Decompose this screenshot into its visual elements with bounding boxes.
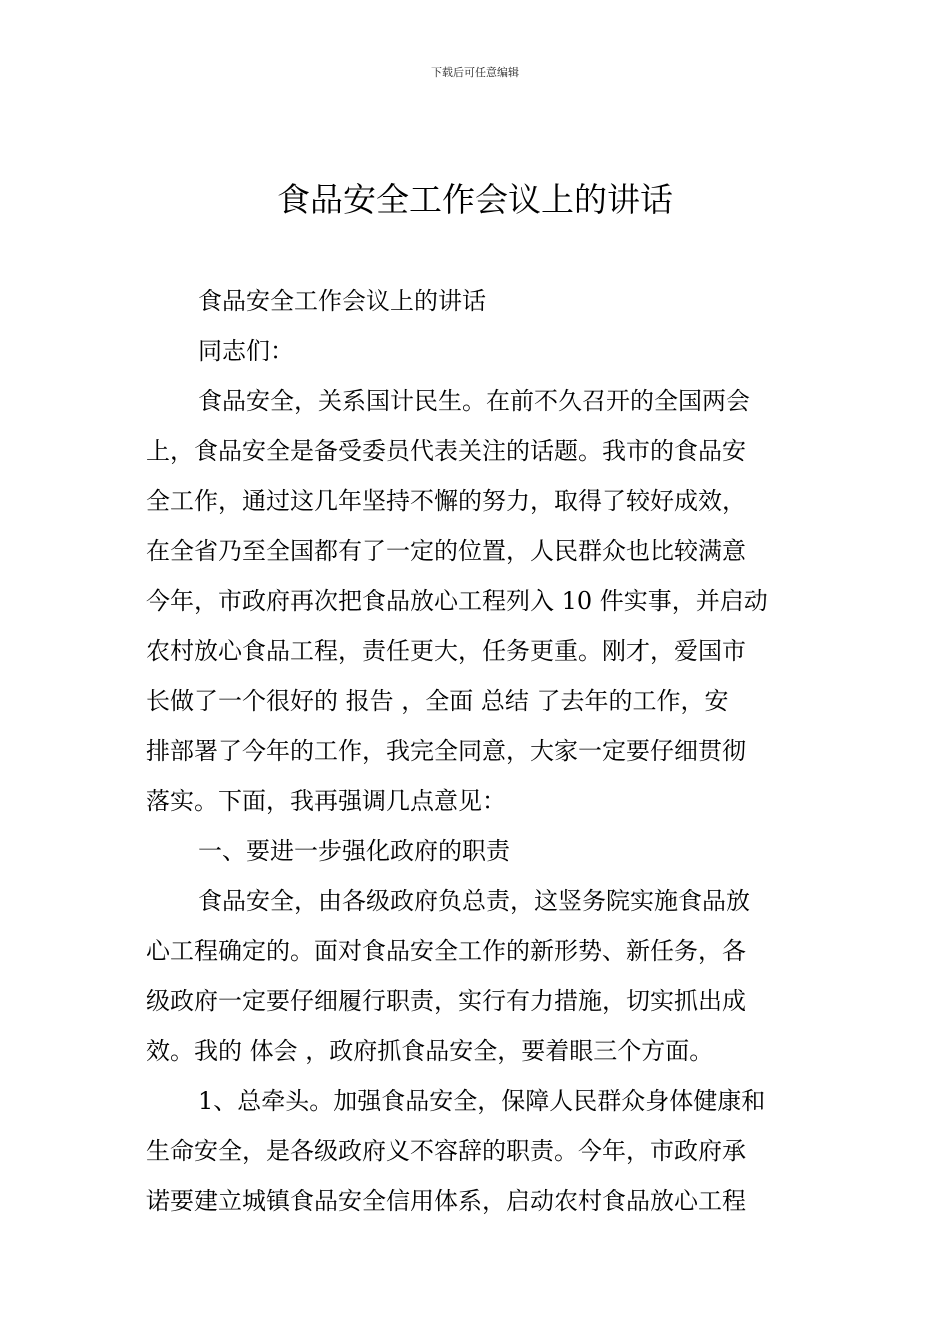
body-line: 心工程确定的。面对食品安全工作的新形势、新任务，各 bbox=[146, 937, 746, 965]
body-line: 排部署了今年的工作，我完全同意，大家一定要仔细贯彻 bbox=[146, 737, 746, 765]
body-line: 上，食品安全是备受委员代表关注的话题。我市的食品安 bbox=[146, 437, 746, 465]
body-line: 食品安全，关系国计民生。在前不久召开的全国两会 bbox=[198, 387, 750, 415]
body-line: 落实。下面，我再强调几点意见： bbox=[146, 787, 506, 815]
body-line: 级政府一定要仔细履行职责，实行有力措施，切实抓出成 bbox=[146, 987, 746, 1015]
body-line: 食品安全工作会议上的讲话 bbox=[198, 287, 486, 315]
body-line: 在全省乃至全国都有了一定的位置，人民群众也比较满意 bbox=[146, 537, 746, 565]
body-text bbox=[146, 276, 806, 1226]
body-line: 今年，市政府再次把食品放心工程列入 10 件实事，并启动 bbox=[146, 587, 768, 615]
body-line: 效。我的 体会 ，政府抓食品安全，要着眼三个方面。 bbox=[146, 1037, 714, 1065]
body-line: 诺要建立城镇食品安全信用体系，启动农村食品放心工程 bbox=[146, 1187, 746, 1215]
body-line: 食品安全，由各级政府负总责，这竖务院实施食品放 bbox=[198, 887, 750, 915]
body-line: 长做了一个很好的 报告 ，全面 总结 了去年的工作，安 bbox=[146, 687, 729, 715]
body-line: 1、总牵头。加强食品安全，保障人民群众身体健康和 bbox=[198, 1087, 766, 1115]
body-line: 一、要进一步强化政府的职责 bbox=[198, 837, 510, 865]
body-line: 生命安全，是各级政府义不容辞的职责。今年，市政府承 bbox=[146, 1137, 746, 1165]
document-title: 食品安全工作会议上的讲话 bbox=[277, 180, 673, 219]
body-line: 全工作，通过这几年坚持不懈的努力，取得了较好成效， bbox=[146, 487, 746, 515]
header-note: 下载后可任意编辑 bbox=[431, 66, 519, 79]
body-line: 同志们： bbox=[198, 337, 294, 365]
body-line: 农村放心食品工程，责任更大，任务更重。刚才，爱国市 bbox=[146, 637, 746, 665]
